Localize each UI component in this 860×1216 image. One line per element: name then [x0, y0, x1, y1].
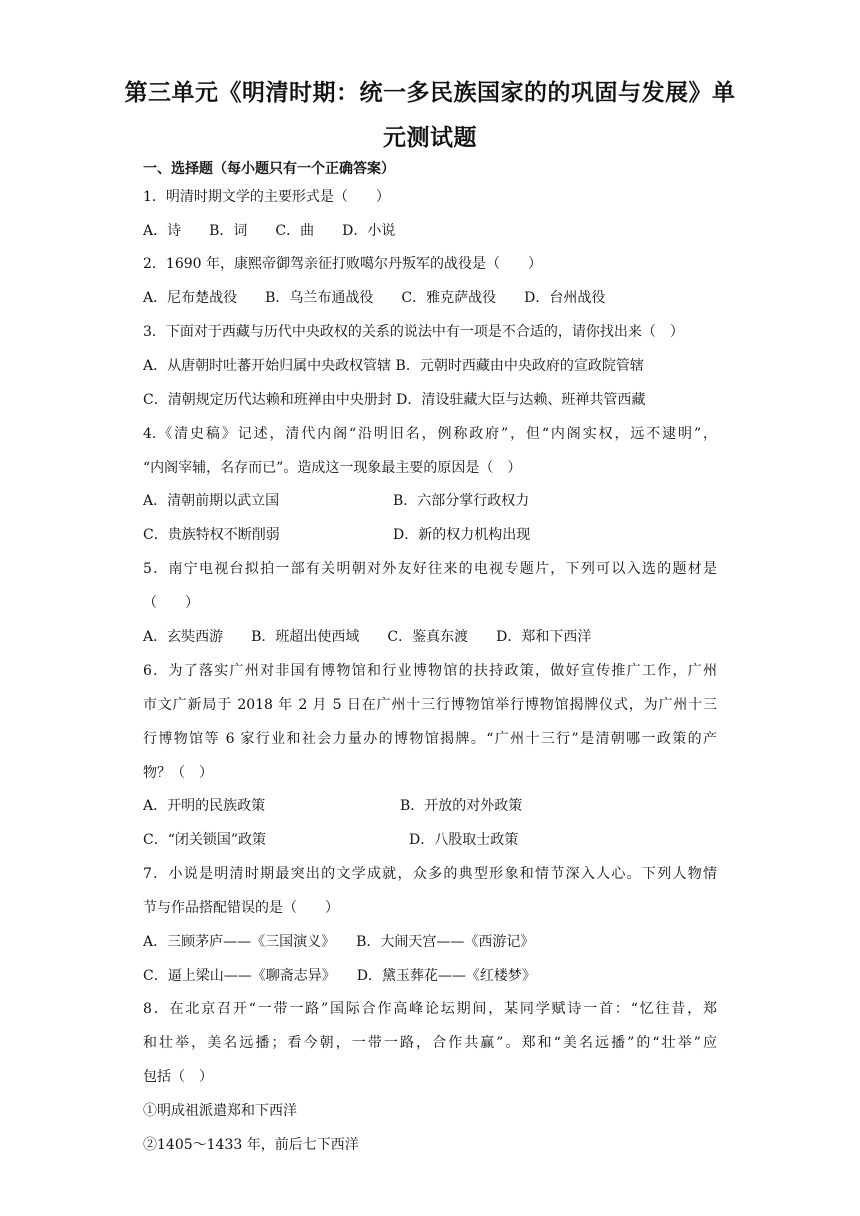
question-6-option-d: D．八股取士政策	[409, 832, 519, 848]
question-6-option-b: B．开放的对外政策	[400, 798, 523, 814]
page-title-continued: 元测试题	[383, 125, 477, 151]
question-6-line-3: 行博物馆等 6 家行业和社会力量办的博物馆揭牌。“广州十三行”是清朝哪一政策的产	[143, 731, 717, 747]
question-8-line-2: 和壮举，美名远播；看今朝，一带一路，合作共赢”。郑和“美名远播”的“壮举”应	[143, 1035, 717, 1051]
question-7-options-ab: A．三顾茅庐——《三国演义》 B．大闹天宫——《西游记》	[143, 934, 535, 950]
question-6-line-4: 物？（ ）	[143, 765, 213, 781]
question-6-line-1: 6．为了落实广州对非国有博物馆和行业博物馆的扶持政策，做好宣传推广工作，广州	[143, 663, 717, 679]
question-1-options: A．诗 B．词 C．曲 D．小说	[143, 223, 396, 239]
question-6-option-c: C．“闭关锁国”政策	[143, 832, 267, 848]
question-8-line-1: 8．在北京召开“一带一路”国际合作高峰论坛期间，某同学赋诗一首：“忆往昔，郑	[143, 1001, 717, 1017]
question-4-line-2: “内阁宰辅，名存而已”。造成这一现象最主要的原因是（ ）	[143, 460, 522, 476]
question-2-options: A．尼布楚战役 B．乌兰布通战役 C．雅克萨战役 D．台州战役	[143, 290, 606, 306]
question-3-options-ab: A．从唐朝时吐蕃开始归属中央政权管辖 B．元朝时西藏由中央政府的宣政院管辖	[143, 358, 644, 374]
question-4-option-d: D．新的权力机构出现	[393, 527, 531, 543]
question-3-options-cd: C．清朝规定历代达赖和班禅由中央册封 D．清设驻藏大臣与达赖、班禅共管西藏	[143, 392, 646, 408]
page-title: 第三单元《明清时期：统一多民族国家的的巩固与发展》单	[124, 80, 736, 106]
question-5-line-1: 5．南宁电视台拟拍一部有关明朝对外友好往来的电视专题片，下列可以入选的题材是	[143, 561, 717, 577]
question-8-item-1: ①明成祖派遣郑和下西洋	[143, 1103, 297, 1119]
question-4-option-c: C．贵族特权不断削弱	[143, 527, 280, 543]
question-5-options: A．玄奘西游 B．班超出使西域 C．鉴真东渡 D．郑和下西洋	[143, 629, 592, 645]
question-8-item-2: ②1405～1433 年，前后七下西洋	[143, 1137, 359, 1153]
question-5-line-2: （ ）	[143, 595, 199, 611]
question-7-line-1: 7．小说是明清时期最突出的文学成就，众多的典型形象和情节深入人心。下列人物情	[143, 866, 717, 882]
question-6-line-2: 市文广新局于 2018 年 2 月 5 日在广州十三行博物馆举行博物馆揭牌仪式，为广州十三	[143, 697, 717, 713]
question-6-option-a: A．开明的民族政策	[143, 798, 266, 814]
question-2: 2．1690 年，康熙帝御驾亲征打败噶尔丹叛军的战役是（ ）	[143, 256, 542, 272]
question-7-line-2: 节与作品搭配错误的是（ ）	[143, 900, 339, 916]
section-heading: 一、选择题（每小题只有一个正确答案）	[143, 161, 395, 177]
question-1: 1．明清时期文学的主要形式是（ ）	[143, 189, 390, 205]
question-7-options-cd: C．逼上梁山——《聊斋志异》 D．黛玉葬花——《红楼梦》	[143, 968, 536, 984]
question-4-option-a: A．清朝前期以武立国	[143, 493, 280, 509]
question-4-line-1: 4.《清史稿》记述，清代内阁“沿明旧名，例称政府”，但“内阁实权，远不逮明”，	[143, 426, 717, 442]
question-3: 3．下面对于西藏与历代中央政权的关系的说法中有一项是不合适的，请你找出来（ ）	[143, 324, 684, 340]
question-4-option-b: B．六部分掌行政权力	[393, 493, 530, 509]
question-8-line-3: 包括（ ）	[143, 1069, 213, 1085]
